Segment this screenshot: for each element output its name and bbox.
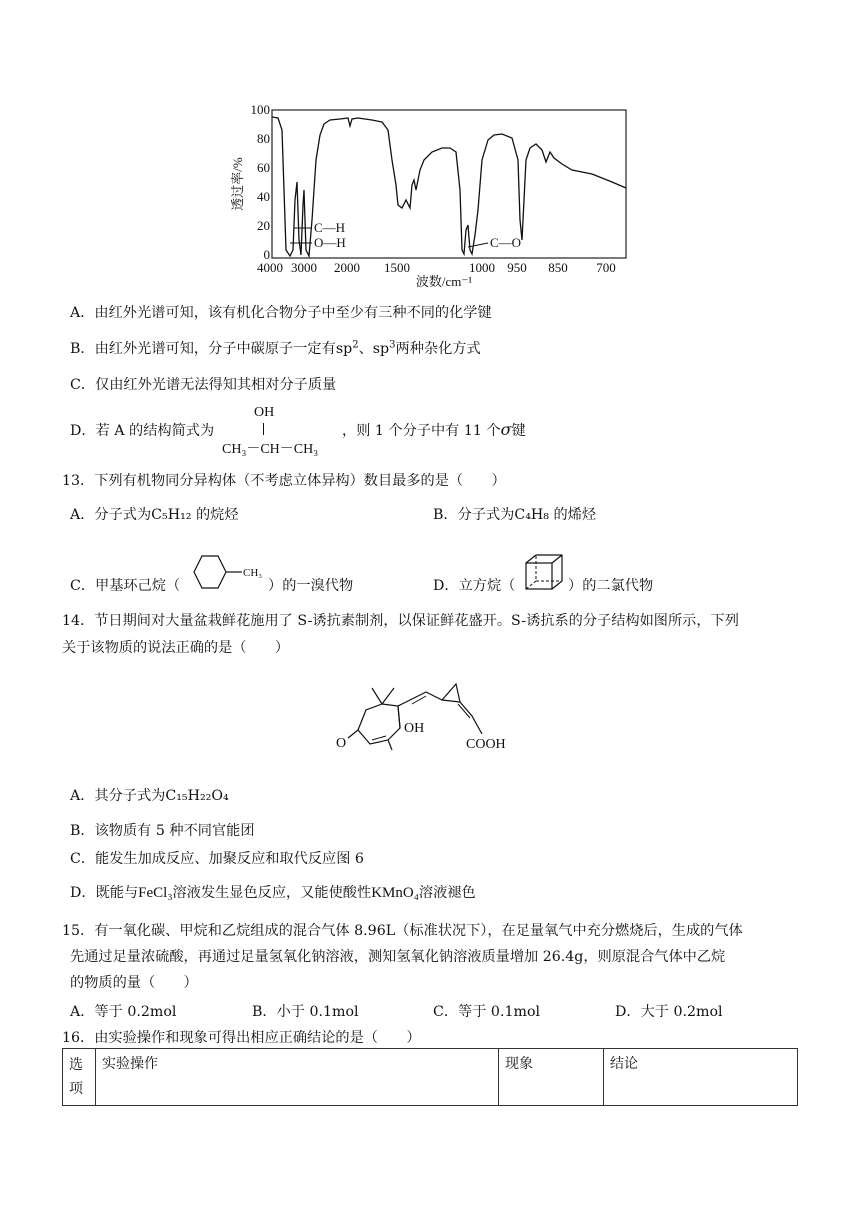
q16-stem: 16．由实验操作和现象可得出相应正确结论的是（ ） [62, 1030, 421, 1046]
q12-option-b-pre: B．由红外光谱可知，分子中碳原子一定有 [70, 341, 336, 357]
fecl3-formula: FeCl₃ [138, 885, 173, 901]
x-tick-2000: 2000 [334, 260, 360, 275]
oh-annotation: O—H [314, 235, 346, 250]
q13-option-a: A．分子式为C₅H₁₂ 的烷烃 [70, 507, 239, 523]
hydroxyl-label: OH [404, 721, 425, 736]
experiment-table [62, 1048, 798, 1106]
kmno4-formula: KMnO₄ [371, 885, 419, 901]
y-tick-40: 40 [257, 189, 270, 204]
q14-option-d-mid: 溶液发生显色反应，又能使酸性 [172, 885, 372, 901]
q14-option-d [70, 882, 476, 902]
q15-option-c: C．等于 0.1mol [433, 1004, 541, 1020]
q15-stem-line2: 先通过足量浓硫酸，再通过足量氢氧化钠溶液，测知氢氧化钠溶液质量增加 26.4g，则原混合气体中乙烷 [70, 949, 726, 965]
co-annotation: C—O [490, 235, 522, 250]
header-option: 选项 [63, 1049, 96, 1106]
q14-stem-line2: 关于该物质的说法正确的是（ ） [62, 640, 290, 656]
ir-spectrum-svg [232, 100, 632, 290]
q12-option-a: A．由红外光谱可知，该有机化合物分子中至少有三种不同的化学键 [70, 305, 492, 321]
q13-option-c-pre: C．甲基环己烷（ [70, 578, 181, 594]
q15-option-b: B．小于 0.1mol [252, 1004, 359, 1020]
x-tick-1000: 1000 [469, 260, 495, 275]
isopropanol-oh: OH [254, 405, 275, 420]
y-axis-label: 透过率/% [230, 157, 245, 211]
q13-option-b: B．分子式为C₄H₈ 的烯烃 [433, 507, 597, 523]
q13-option-c-post: ）的一溴代物 [268, 578, 354, 594]
header-operation: 实验操作 [96, 1049, 499, 1106]
s-abscisic-acid-structure [336, 672, 526, 754]
q15-option-a: A．等于 0.2mol [70, 1004, 177, 1020]
q13-option-d-post: ）的二氯代物 [568, 578, 654, 594]
q12-option-d-post [342, 420, 526, 440]
x-tick-850: 850 [548, 260, 568, 275]
x-tick-3000: 3000 [291, 260, 317, 275]
sp2-label: sp [335, 341, 353, 357]
y-tick-80: 80 [257, 131, 270, 146]
isopropanol-bond [263, 423, 264, 435]
methyl-label: CH₃ [243, 567, 263, 579]
y-tick-0: 0 [263, 247, 270, 262]
q14-option-c: C．能发生加成反应、加聚反应和取代反应图 6 [70, 851, 364, 867]
q12-option-d-text: ，则 1 个分子中有 11 个 [342, 423, 501, 439]
cubane-structure [522, 551, 572, 593]
q12-option-d-end: 键 [511, 423, 526, 439]
co-annotation-line [468, 243, 488, 247]
ch-annotation: C—H [314, 220, 346, 235]
header-conclusion: 结论 [604, 1049, 798, 1106]
q13-stem: 13．下列有机物同分异构体（不考虑立体异构）数目最多的是（ ） [62, 473, 506, 489]
x-axis-label: 波数/cm⁻¹ [415, 274, 473, 289]
q12-option-b-post: 两种杂化方式 [395, 341, 481, 357]
sp-separator: 、 [358, 341, 373, 357]
q15-stem-line1: 15．有一氧化碳、甲烷和乙烷组成的混合气体 8.96L（标准状况下），在足量氧气中充分燃烧后，生成的气体 [62, 923, 743, 939]
y-tick-100: 100 [250, 102, 270, 117]
x-tick-1500: 1500 [384, 260, 410, 275]
x-tick-950: 950 [507, 260, 527, 275]
q13-option-d-pre: D．立方烷（ [433, 578, 516, 594]
q15-stem-line3: 的物质的量（ ） [70, 975, 198, 991]
q14-option-a: A．其分子式为C₁₅H₂₂O₄ [70, 788, 229, 804]
q15-option-d: D．大于 0.2mol [615, 1004, 723, 1020]
q14-option-b: B．该物质有 5 种不同官能团 [70, 823, 255, 839]
y-tick-60: 60 [257, 160, 270, 175]
q13-option-c [70, 575, 180, 595]
q14-stem-line1: 14．节日期间对大量盆栽鲜花施用了 S-诱抗素制剂，以保证鲜花盛开。S-诱抗系的分子结构如图所示，下列 [62, 613, 739, 629]
q12-option-b: B．由红外光谱可知，分子中碳原子一定有$sp^2$、$sp^3$两种杂化方式 [70, 339, 481, 357]
ir-spectrum-figure [232, 100, 632, 290]
y-tick-20: 20 [257, 218, 270, 233]
x-tick-700: 700 [596, 260, 616, 275]
q14-option-d-post: 溶液褪色 [418, 885, 476, 901]
table-header-row [63, 1049, 798, 1106]
q12-option-d-pre: D．若 A 的结构简式为 [70, 423, 215, 439]
q14-option-d-pre: D．既能与 [70, 885, 139, 901]
ketone-o-label: O [336, 736, 347, 751]
carboxyl-label: COOH [466, 737, 506, 752]
header-phenomenon: 现象 [499, 1049, 604, 1106]
q12-option-c: C．仅由红外光谱无法得知其相对分子质量 [70, 377, 337, 393]
x-tick-4000: 4000 [257, 260, 283, 275]
methylcyclohexane-structure [182, 552, 272, 596]
sp3-label: sp [372, 341, 390, 357]
isopropanol-structure: CH₃－CH－CH₃ [222, 442, 319, 457]
sigma-symbol: σ [500, 420, 512, 439]
